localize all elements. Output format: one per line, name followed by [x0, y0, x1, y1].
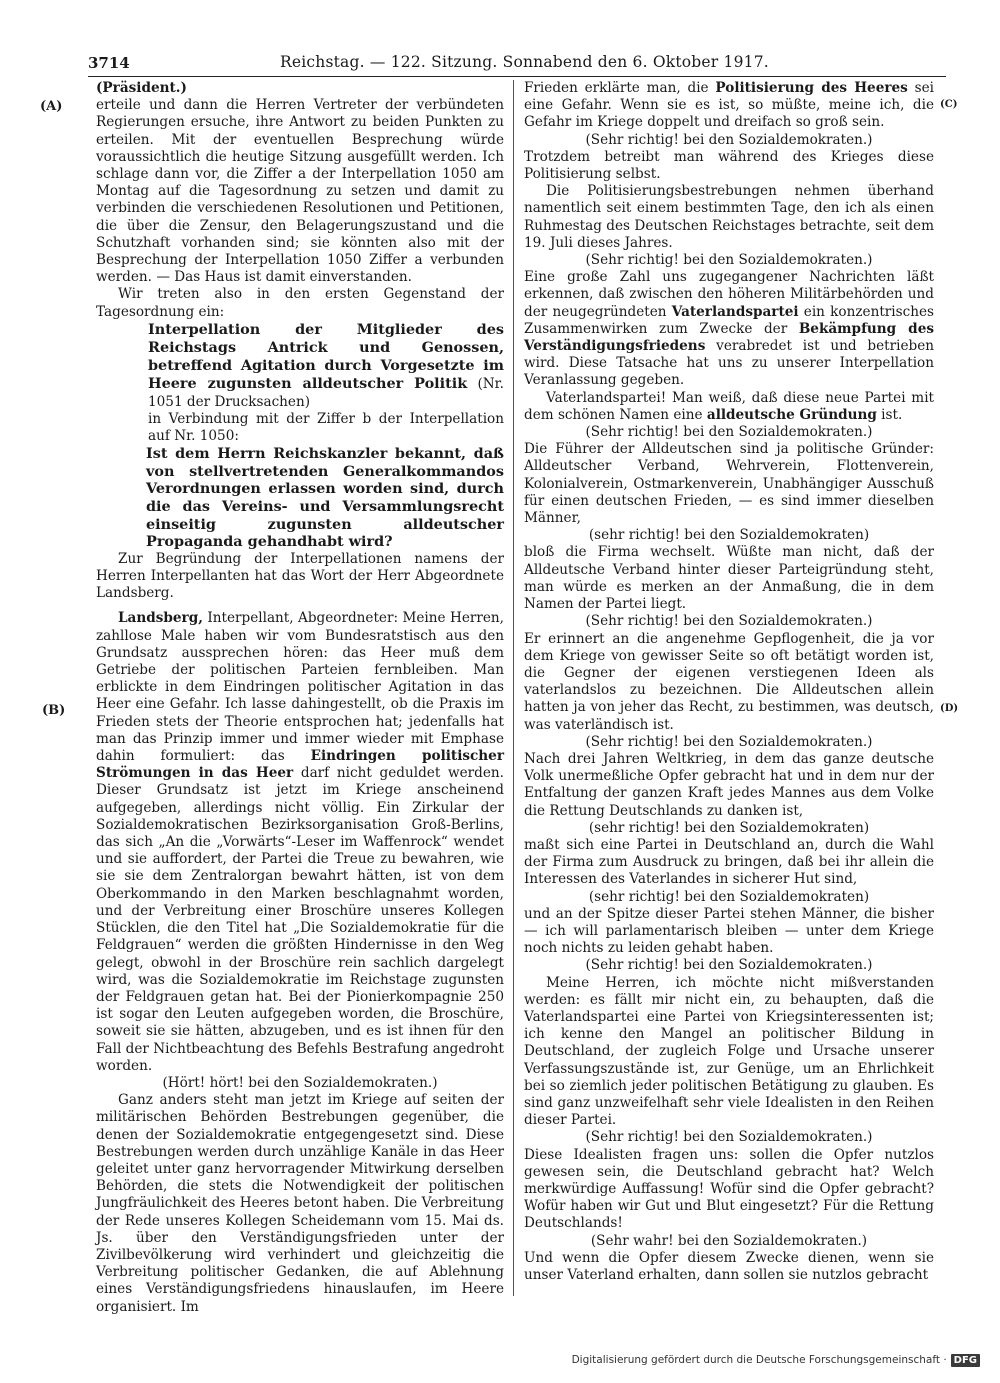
running-title: Reichstag. — 122. Sitzung. Sonnabend den 6. Oktober 1917.	[280, 53, 769, 71]
interjection: (Sehr richtig! bei den Sozialdemokraten.)	[585, 424, 873, 441]
paragraph: Trotzdem betreibt man während des Krieges diese Politisierung selbst.	[524, 148, 934, 183]
interjection: (Sehr wahr! bei den Sozialdemokraten.)	[590, 1232, 868, 1249]
speech-bold: Eindringen politischer Strömungen in das Heer	[96, 748, 504, 782]
text: sei eine Gefahr. Wenn sie es ist, so müßte, meine ich, die Gefahr im Kriege doppelt und dreifach so groß sein.	[524, 80, 934, 131]
interjection: (Sehr richtig! bei den Sozialdemokraten.)	[585, 1129, 873, 1146]
text: ist.	[876, 406, 903, 423]
interjection: (Sehr richtig! bei den Sozialdemokraten.)	[585, 252, 873, 269]
interjection: (sehr richtig! bei den Sozialdemokraten)	[588, 888, 870, 905]
interjection: (Sehr richtig! bei den Sozialdemokraten.)	[585, 733, 873, 750]
paragraph: Und wenn die Opfer diesem Zwecke dienen, wenn sie unser Vaterland erhalten, dann sollen sie nutzlos gebracht	[524, 1249, 934, 1284]
paragraph: Nach drei Jahren Weltkrieg, in dem das ganze deutsche Volk unermeßliche Opfer gebracht hat und in dem nur der Entfaltung der ganzen Kraft jedes Mannes aus dem Volke die Rettung Deutschlands zu danken ist,	[524, 750, 934, 819]
interpellation-2-title: Ist dem Herrn Reichskanzler bekannt, daß von stellvertretenden Generalkommandos Verordnungen erlassen worden sind, durch die das Vereins- und Versammlungsrecht einseitig zugunsten alldeutscher Propaganda gehandhabt wird?	[146, 445, 504, 551]
paragraph: erteile und dann die Herren Vertreter der verbündeten Regierungen ersuche, ihre Antwort zu beiden Punkten zu erteilen. Mit der eventuellen Besprechung würde voraussichtlich die heutige Sitzung ausgefüllt werden. Ich schlage dann vor, die Ziffer a der Interpellation 1050 am Montag auf die Tagesordnung zu setzen und damit zu verbinden die verschiedenen Resolutionen und Petitionen, die über die Zensur, den Belagerungszustand und die Schutzhaft vorhanden sind; sie könnten also mit der Besprechung der Interpellation 1050 Ziffer a verbunden werden. — Das Haus ist damit einverstanden.	[96, 97, 504, 286]
paragraph	[524, 269, 934, 389]
left-column	[96, 80, 504, 1316]
bold-text: Vaterlandspartei	[671, 303, 799, 320]
speaker-name: Landsberg,	[118, 610, 203, 627]
column-divider	[513, 80, 514, 1296]
interpellation-1-ref: (Nr. 1051 der Drucksachen)	[148, 376, 504, 410]
credit-text: Digitalisierung gefördert durch die Deutsche Forschungsgemeinschaft ·	[571, 1354, 947, 1366]
speaker-tag: (Präsident.)	[96, 80, 187, 96]
bold-text: alldeutsche Gründung	[706, 406, 877, 423]
speech-text: darf nicht geduldet werden. Dieser Grundsatz ist jetzt im Kriege anscheinend aufgegeben, allerdings nicht völlig. Ein Zirkular der Sozialdemokratischen Bezirksorganisation Groß-Berlins, das sich „An die „Vorwärts“-Leser im Waffenrock“ wendet und sie auffordert, der Partei die Treue zu bewahren, wie sie sie dem Zentralorgan bewahrt hätten, ist von dem Oberkommando in den Marken beschlagnahmt worden, und der Verbreitung einer Broschüre unseres Kollegen Stücklen, die den Titel hat „Die Sozialdemokratie für die Feldgrauen“ werden die größten Hindernisse in den Weg gelegt, obwohl in der Broschüre rein sachlich dargelegt wird, was die Sozialdemokratie im Reichstage zugunsten der Feldgrauen getan hat. Bei der Pionierkompagnie 250 ist sogar den Leuten aufgegeben worden, die Broschüre, soweit sie sie hätten, abzugeben, und es ist ihnen für den Fall der Nichtbeachtung des Befehls Bestrafung angedroht worden.	[96, 765, 504, 1074]
interpellation-2-intro: in Verbindung mit der Ziffer b der Interpellation auf Nr. 1050:	[148, 410, 504, 445]
interjection: (sehr richtig! bei den Sozialdemokraten)	[588, 819, 870, 836]
digitization-credit	[572, 1351, 980, 1369]
paragraph: und an der Spitze dieser Partei stehen Männer, die bisher — ich will parlamentarisch bleiben — unter dem Kriege noch nichts zu leiden gehabt haben.	[524, 905, 934, 957]
paragraph	[524, 390, 934, 424]
interpellation-1-title: Interpellation der Mitglieder des Reichstags Antrick und Genossen, betreffend Agitation durch Vorgesetzte im Heere zugunsten alldeutscher Politik	[148, 320, 504, 393]
margin-marker-d: (D)	[940, 703, 959, 714]
paragraph: bloß die Firma wechselt. Wüßte man nicht, daß der Alldeutsche Verband hinter dieser Parteigründung steht, man würde es merken an der Anmaßung, die in dem Namen der Partei liegt.	[524, 544, 934, 613]
margin-marker-c: (C)	[940, 99, 958, 110]
speech-opening	[96, 610, 504, 1074]
interjection: (Sehr richtig! bei den Sozialdemokraten.)	[585, 613, 873, 630]
paragraph: Die Führer der Alldeutschen sind ja politische Gründer: Alldeutscher Verband, Wehrverein, Flottenverein, Kolonialverein, Ostmarkenverein, Unabhängiger Ausschuß für einen deutschen Frieden, — es sind immer dieselben Männer,	[524, 441, 934, 527]
running-header	[88, 50, 946, 77]
interpellation-1	[148, 321, 504, 411]
interjection: (Sehr richtig! bei den Sozialdemokraten.)	[585, 131, 873, 148]
speech-text: Interpellant, Abgeordneter: Meine Herren, zahllose Male haben wir vom Bundesratstisch aus den Grundsatz aussprechen hören: das Heer muß dem Getriebe der politischen Parteien fernbleiben. Man erblickte in dem Eindringen politischer Agitation in das Heer eine Gefahr. Ich lasse dahingestellt, ob die Praxis im Frieden stets der Theorie entsprochen hat; jedenfalls hat man das Prinzip immer und immer wieder mit Emphase dahin formuliert: das	[96, 610, 504, 765]
bold-text: Bekämpfung des Verständigungsfriedens	[524, 320, 934, 355]
margin-marker-b: (B)	[42, 703, 66, 718]
paragraph: maßt sich eine Partei in Deutschland an, durch die Wahl der Firma zum Ausdruck zu bringen, daß bei ihr allein die Interessen des Vaterlandes in sicherer Hut sind,	[524, 836, 934, 888]
dfg-logo-icon: DFG	[951, 1354, 980, 1367]
interjection: (sehr richtig! bei den Sozialdemokraten)	[588, 527, 870, 544]
right-column	[524, 80, 934, 1284]
paragraph	[524, 80, 934, 132]
margin-marker-a: (A)	[40, 99, 63, 114]
page-number: 3714	[88, 54, 130, 72]
text: Vaterlandspartei! Man weiß, daß diese neue Partei mit dem schönen Namen eine	[524, 389, 934, 423]
paragraph: Meine Herren, ich möchte nicht mißverstanden werden: es fällt mir nicht ein, zu behaupten, daß die Vaterlandspartei eine Partei von Kriegsinteressenten ist; ich kenne den Mangel an politischer Bildung in Deutschland, der zugleich Folge und Ursache unserer Verfassungszustände ist, zur Genüge, um an Ehrlichkeit bei so ziemlich jeder politischen Betätigung zu glauben. Es sind ganz unzweifelhaft sehr viele Idealisten in den Reihen dieser Partei.	[524, 974, 934, 1129]
text: Frieden erklärte man, die	[524, 80, 716, 96]
interjection: (Sehr richtig! bei den Sozialdemokraten.)	[585, 957, 873, 974]
paragraph: Die Politisierungsbestrebungen nehmen überhand namentlich seit einem bestimmten Tage, den ich als einen Ruhmestag des Deutschen Reichstages betrachte, seit dem 19. Juli dieses Jahres.	[524, 183, 934, 251]
text: Eine große Zahl uns zugegangener Nachrichten läßt erkennen, daß zwischen den höheren Militärbehörden und der neugegründeten	[524, 269, 934, 320]
bold-text: Politisierung des Heeres	[715, 80, 908, 96]
text: verabredet ist und betrieben wird. Diese Tatsache hat uns zu unserer Interpellation Veranlassung gegeben.	[524, 338, 934, 389]
paragraph: Diese Idealisten fragen uns: sollen die Opfer nutzlos gewesen sein, die Deutschland gebracht hat? Welch merkwürdige Auffassung! Wofür sind die Opfer gebracht? Wofür haben wir Gut und Blut eingesetzt? Für die Rettung Deutschlands!	[524, 1146, 934, 1232]
paragraph: Wir treten also in den ersten Gegenstand der Tagesordnung ein:	[96, 286, 504, 320]
interjection: (Hört! hört! bei den Sozialdemokraten.)	[162, 1074, 438, 1091]
text: ein konzentrisches Zusammenwirken zum Zwecke der	[524, 303, 934, 337]
paragraph: Er erinnert an die angenehme Gepflogenheit, die ja vor dem Kriege von gewisser Seite so oft betätigt worden ist, die Gegner der eigenen verstiegenen Ideen als vaterlandslos zu bezeichnen. Die Alldeutschen allein hatten ja von jeher das Recht, zu bestimmen, was deutsch, was vaterländisch ist.	[524, 630, 934, 733]
paragraph: Ganz anders steht man jetzt im Kriege auf seiten der militärischen Behörden Bestrebungen gegenüber, die denen der Sozialdemokratie entgegengesetzt sind. Diese Bestrebungen werden durch unzählige Kanäle in das Heer geleitet unter ganz hervorragender Mitwirkung derselben Behörden, die stets die Notwendigkeit der politischen Jungfräulichkeit des Heeres betont haben. Die Verbreitung der Rede unseres Kollegen Scheidemann vom 15. Mai ds. Js. über den Verständigungsfrieden unter der Zivilbevölkerung wird verhindert und gleichzeitig die Verbreitung politischer Gedanken, die auf Ablehnung eines Verständigungsfriedens hinauslaufen, im Heere organisiert. Im	[96, 1092, 504, 1315]
paragraph: Zur Begründung der Interpellationen namens der Herren Interpellanten hat das Wort der Herr Abgeordnete Landsberg.	[96, 550, 504, 602]
